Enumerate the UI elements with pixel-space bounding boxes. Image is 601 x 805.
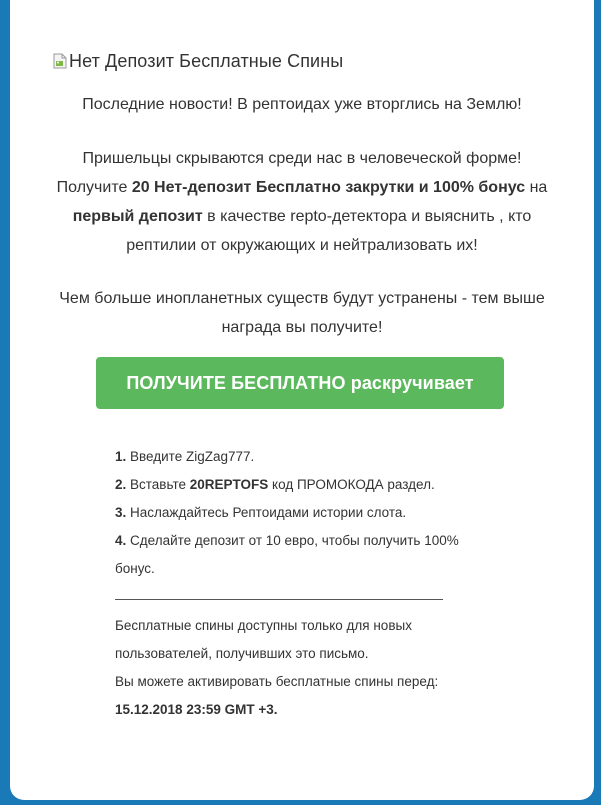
notice-line-1: Бесплатные спины доступны только для новых	[115, 618, 412, 633]
step-2	[115, 471, 495, 499]
step-4	[115, 527, 495, 555]
intro-paragraph	[10, 90, 594, 119]
offer-line-3	[10, 202, 594, 231]
notice-deadline: 15.12.2018 23:59 GMT +3.	[115, 702, 278, 717]
step-3	[115, 499, 495, 527]
notice-line-2: пользователей, получивших это письмо.	[115, 646, 369, 661]
offer-line-3-post: в качестве repto-детектора и выяснить , кто	[202, 208, 532, 225]
offer-line-2-bold: 20 Нет-депозит Бесплатно закрутки и 100% бонус	[131, 179, 526, 196]
notice-block	[115, 612, 495, 724]
step-2-promo-code: 20REPTOFS	[189, 477, 269, 492]
email-card	[10, 0, 594, 800]
step-1	[115, 443, 495, 471]
steps-list	[115, 443, 495, 583]
offer-line-1: Пришельцы скрываются среди нас в человеческой форме!	[82, 150, 522, 167]
broken-image-icon	[53, 53, 67, 69]
header-image	[53, 50, 343, 72]
reward-paragraph	[10, 284, 594, 342]
step-1-text: Введите ZigZag777.	[126, 449, 255, 464]
step-2-number: 2.	[115, 477, 127, 492]
notice-line-3: Вы можете активировать бесплатные спины перед:	[115, 674, 439, 689]
offer-line-2	[10, 173, 594, 202]
offer-line-2-post: на	[525, 179, 548, 196]
step-4-number: 4.	[115, 533, 127, 548]
reward-line-2: награда вы получите!	[221, 319, 383, 336]
divider	[115, 599, 443, 600]
reward-line-1: Чем больше инопланетных существ будут устранены - тем выше	[59, 290, 545, 307]
step-2-post: код ПРОМОКОДА раздел.	[268, 477, 435, 492]
step-4-continued: бонус.	[115, 561, 155, 576]
step-2-pre: Вставьте	[126, 477, 190, 492]
step-4-text: Сделайте депозит от 10 евро, чтобы получить 100%	[126, 533, 459, 548]
header-image-alt-text: Нет Депозит Бесплатные Спины	[69, 50, 344, 71]
offer-line-3-bold: первый депозит	[72, 208, 203, 225]
offer-line-2-pre: Получите	[56, 179, 132, 196]
offer-line-4: рептилии от окружающих и нейтрализовать их!	[126, 237, 478, 254]
step-1-number: 1.	[115, 449, 127, 464]
offer-paragraph	[10, 144, 594, 260]
intro-line: Последние новости! В рептоидах уже вторглись на Землю!	[82, 96, 522, 113]
step-3-number: 3.	[115, 505, 127, 520]
step-3-text: Наслаждайтесь Рептоидами истории слота.	[126, 505, 407, 520]
get-free-spins-button[interactable]: ПОЛУЧИТЕ БЕСПЛАТНО раскручивает	[96, 357, 504, 409]
